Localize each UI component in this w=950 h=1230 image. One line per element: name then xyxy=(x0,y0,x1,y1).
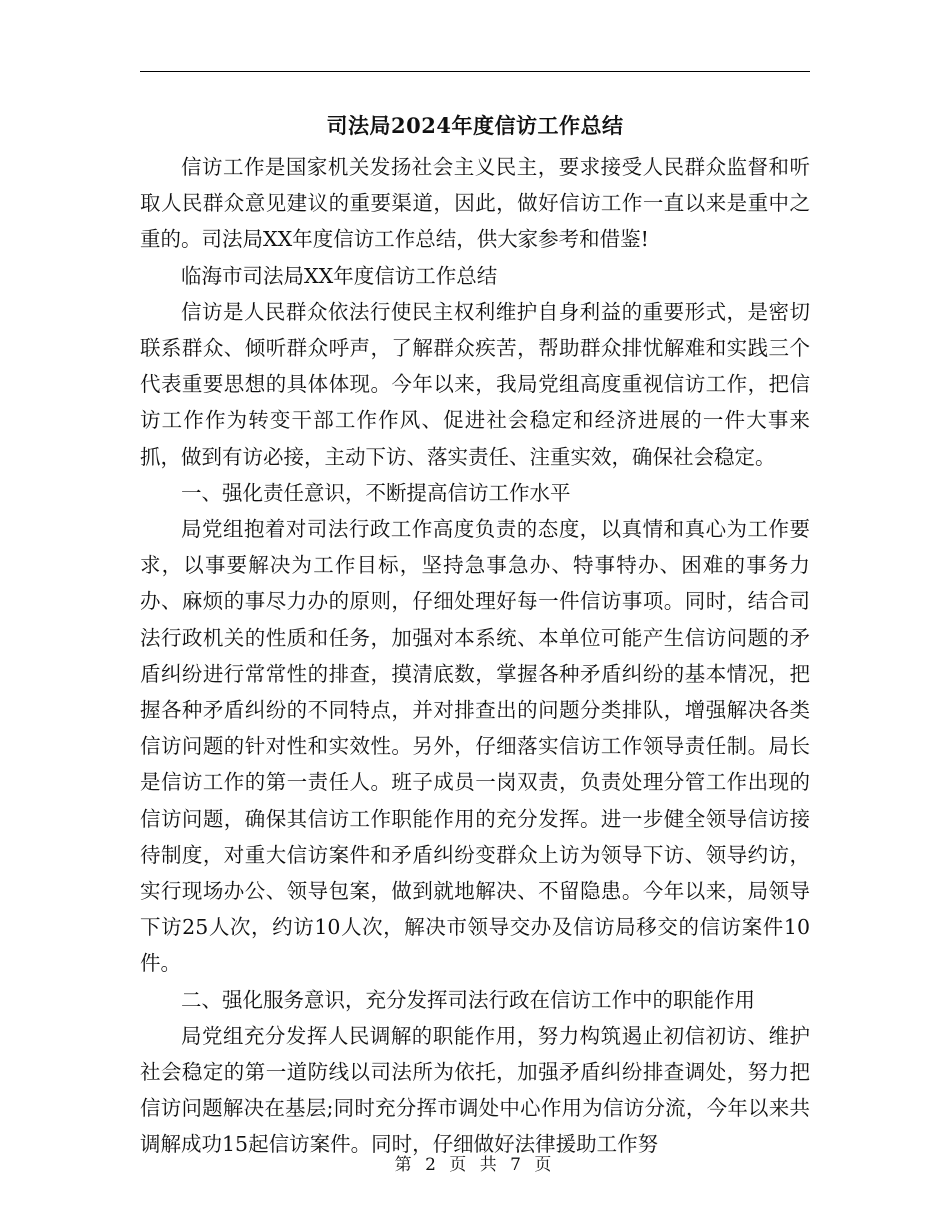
section-heading-2: 二、强化服务意识，充分发挥司法行政在信访工作中的职能作用 xyxy=(181,987,755,1012)
header-rule xyxy=(140,71,810,72)
section-heading-1: 一、强化责任意识，不断提高信访工作水平 xyxy=(181,480,571,505)
page-number-footer: 第 2 页 共 7 页 xyxy=(394,1155,556,1175)
subtitle-paragraph: 临海市司法局XX年度信访工作总结 xyxy=(181,263,498,288)
body-paragraph: 信访是人民群众依法行使民主权利维护自身利益的重要形式，是密切联系群众、倾听群众呼声，了解群众疾苦，帮助群众排忧解难和实践三个代表重要思想的具体体现。今年以来，我局党组高度重视信访工作，把信访工作作为转变干部工作作风、促进社会稳定和经济进展的一件大事来抓，做到有访必接，主动下访、落实责任、注重实效，确保社会稳定。 xyxy=(140,299,810,469)
body-paragraph: 局党组抱着对司法行政工作高度负责的态度，以真情和真心为工作要求，以事要解决为工作目标，坚持急事急办、特事特办、困难的事务力办、麻烦的事尽力办的原则，仔细处理好每一件信访事项。同时，结合司法行政机关的性质和任务，加强对本系统、本单位可能产生信访问题的矛盾纠纷进行常常性的排查，摸清底数，掌握各种矛盾纠纷的基本情况，把握各种矛盾纠纷的不同特点，并对排查出的问题分类排队，增强解决各类信访问题的针对性和实效性。另外，仔细落实信访工作领导责任制。局长是信访工作的第一责任人。班子成员一岗双责，负责处理分管工作出现的信访问题，确保其信访工作职能作用的充分发挥。进一步健全领导信访接待制度，对重大信访案件和矛盾纠纷变群众上访为领导下访、领导约访，实行现场办公、领导包案，做到就地解决、不留隐患。今年以来，局领导下访25人次，约访10人次，解决市领导交办及信访局移交的信访案件10件。 xyxy=(140,517,810,976)
intro-paragraph: 信访工作是国家机关发扬社会主义民主，要求接受人民群众监督和听取人民群众意见建议的重要渠道，因此，做好信访工作一直以来是重中之重的。司法局XX年度信访工作总结，供大家参考和借鉴! xyxy=(140,155,810,252)
document-title: 司法局2024年度信访工作总结 xyxy=(326,113,624,138)
document-body xyxy=(140,149,810,1163)
body-paragraph: 局党组充分发挥人民调解的职能作用，努力构筑遏止初信初访、维护社会稳定的第一道防线以司法所为依托，加强矛盾纠纷排查调处，努力把信访问题解决在基层;同时充分挥市调处中心作用为信访分流，今年以来共调解成功15起信访案件。同时，仔细做好法律援助工作努 xyxy=(140,1023,810,1157)
